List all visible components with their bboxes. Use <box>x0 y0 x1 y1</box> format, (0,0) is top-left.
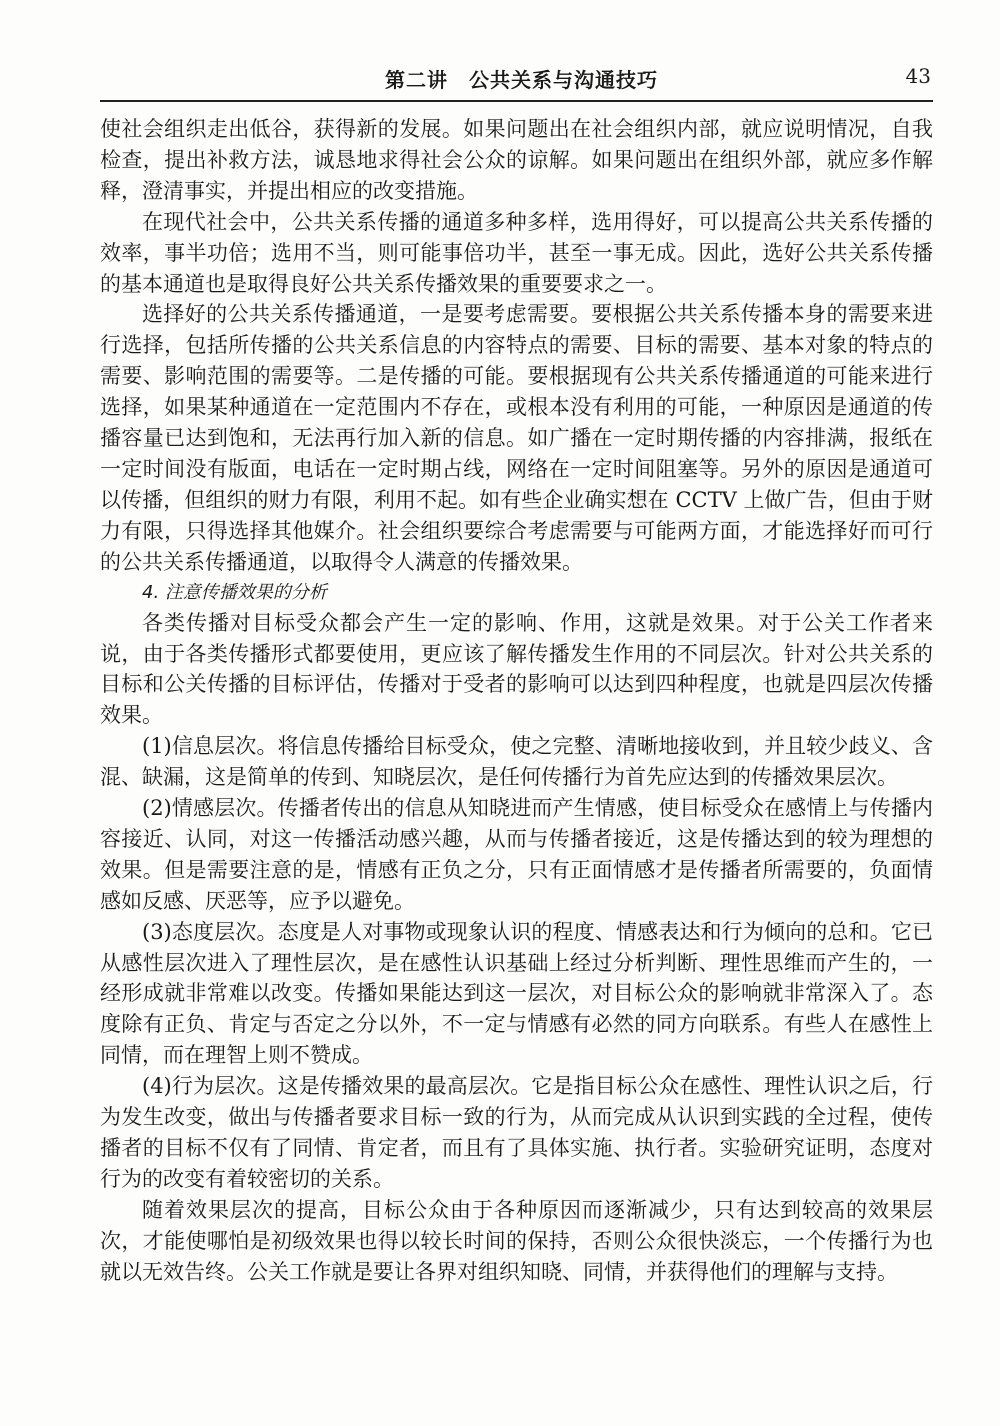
paragraph-attitude-level: (3)态度层次。态度是人对事物或现象认识的程度、情感表达和行为倾向的总和。它已从感性层次进入了理性层次，是在感性认识基础上经过分析判断、理性思维而产生的，一经形成就非常难以改变。传播如果能达到这一层次，对目标公众的影响就非常深入了。态度除有正负、肯定与否定之分以外，不一定与情感有必然的同方向联系。有些人在感性上同情，而在理智上则不赞成。 <box>100 919 933 1068</box>
body-text <box>100 114 933 1288</box>
paragraph-info-level: (1)信息层次。将信息传播给目标受众，使之完整、清晰地接收到，并且较少歧义、含混、缺漏，这是简单的传到、知晓层次，是任何传播行为首先应达到的传播效果层次。 <box>100 734 933 790</box>
paragraph-continued: 使社会组织走出低谷，获得新的发展。如果问题出在社会组织内部，就应说明情况，自我检查，提出补救方法，诚恳地求得社会公众的谅解。如果问题出在组织外部，就应多作解释，澄清事实，并提出相应的改变措施。 <box>100 117 933 203</box>
section-heading: 4. 注意传播效果的分析 <box>142 581 327 603</box>
paragraph-behavior-level: (4)行为层次。这是传播效果的最高层次。它是指目标公众在感性、理性认识之后，行为发生改变，做出与传播者要求目标一致的行为，从而完成从认识到实践的全过程，使传播者的目标不仅有了同情、肯定者，而且有了具体实施、执行者。实验研究证明，态度对行为的改变有着较密切的关系。 <box>100 1074 933 1191</box>
paragraph: 选择好的公共关系传播通道，一是要考虑需要。要根据公共关系传播本身的需要来进行选择，包括所传播的公共关系信息的内容特点的需要、目标的需要、基本对象的特点的需要、影响范围的需要等。二是传播的可能。要根据现有公共关系传播通道的可能来进行选择，如果某种通道在一定范围内不存在，或根本没有利用的可能，一种原因是通道的传播容量已达到饱和，无法再行加入新的信息。如广播在一定时期传播的内容排满，报纸在一定时间没有版面，电话在一定时期占线，网络在一定时间阻塞等。另外的原因是通道可以传播，但组织的财力有限，利用不起。如有些企业确实想在 CCTV 上做广告，但由于财力有限，只得选择其他媒介。社会组织要综合考虑需要与可能两方面，才能选择好而可行的公共关系传播通道，以取得令人满意的传播效果。 <box>100 302 933 574</box>
paragraph: 随着效果层次的提高，目标公众由于各种原因而逐渐减少，只有达到较高的效果层次，才能使哪怕是初级效果也得以较长时间的保持，否则公众很快淡忘，一个传播行为也就以无效告终。公关工作就是要让各界对组织知晓、同情，并获得他们的理解与支持。 <box>100 1197 933 1284</box>
paragraph-emotion-level: (2)情感层次。传播者传出的信息从知晓进而产生情感，使目标受众在感情上与传播内容接近、认同，对这一传播活动感兴趣，从而与传播者接近，这是传播达到的较为理想的效果。但是需要注意的是，情感有正负之分，只有正面情感才是传播者所需要的，负面情感如反感、厌恶等，应予以避免。 <box>100 796 933 913</box>
page-number: 43 <box>905 64 931 88</box>
paragraph: 各类传播对目标受众都会产生一定的影响、作用，这就是效果。对于公关工作者来说，由于各类传播形式都要使用，更应该了解传播发生作用的不同层次。针对公共关系的目标和公关传播的目标评估，传播对于受者的影响可以达到四种程度，也就是四层次传播效果。 <box>100 610 933 728</box>
paragraph: 在现代社会中，公共关系传播的通道多种多样，选用得好，可以提高公共关系传播的效率，事半功倍；选用不当，则可能事倍功半，甚至一事无成。因此，选好公共关系传播的基本通道也是取得良好公共关系传播效果的重要要求之一。 <box>100 209 933 296</box>
chapter-title: 第二讲 公共关系与沟通技巧 <box>385 68 658 92</box>
running-header <box>100 64 933 102</box>
